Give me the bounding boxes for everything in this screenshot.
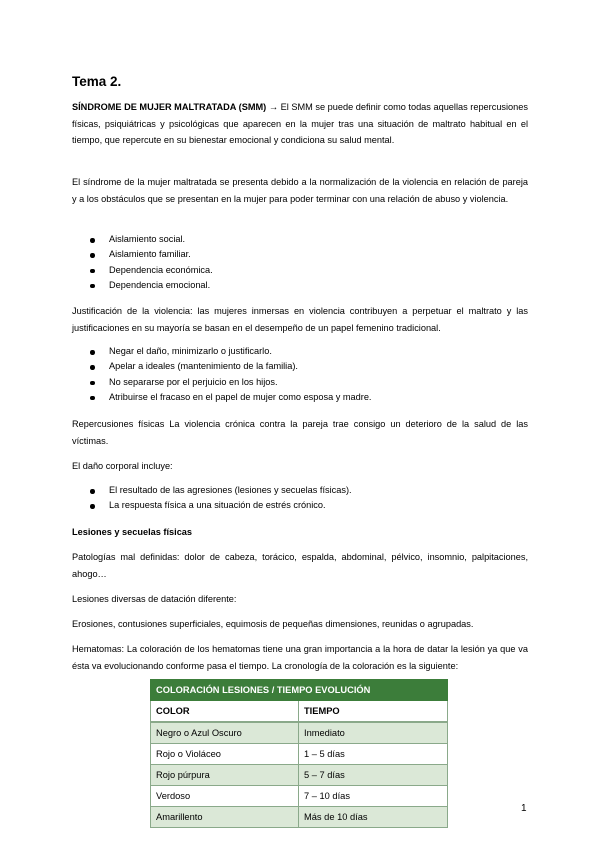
- bullet-icon: [90, 269, 95, 274]
- justification-list: [72, 344, 528, 405]
- bullet-icon: [90, 396, 95, 401]
- hematomas-paragraph: Hematomas: La coloración de los hematomas tiene una gran importancia a la hora de datar la lesión ya que va ésta va evolucionando conforme pasa el tiempo. La cronología de la coloración es la siguiente:: [72, 644, 528, 671]
- bullet-icon: [90, 381, 95, 386]
- table-row: Rojo púrpura 5 – 7 días: [151, 765, 448, 786]
- bodily-harm-intro: El daño corporal incluye:: [72, 461, 173, 471]
- bullet-icon: [90, 489, 95, 494]
- list-item: No separarse por el perjuicio en los hijos.: [72, 375, 528, 390]
- table-row: Verdoso 7 – 10 días: [151, 786, 448, 807]
- bullet-icon: [90, 238, 95, 243]
- table-row: Amarillento Más de 10 días: [151, 807, 448, 828]
- smm-definition-text: El SMM se puede definir como todas aquellas repercusiones físicas, psiquiátricas y psicológicas que aparecen en la mujer tras una situación de maltrato habitual en el tiempo, que repercute en su bienestar emocional y condiciona su salud mental.: [72, 102, 528, 145]
- smm-term: SÍNDROME DE MUJER MALTRATADA (SMM): [72, 102, 267, 112]
- bullet-icon: [90, 365, 95, 370]
- list-item: Aislamiento social.: [72, 232, 528, 247]
- erosions-paragraph: Erosiones, contusiones superficiales, equimosis de pequeñas dimensiones, reunidas o agrupadas.: [72, 619, 474, 629]
- list-item: Negar el daño, minimizarlo o justificarlo.: [72, 344, 528, 359]
- list-item: La respuesta física a una situación de estrés crónico.: [72, 498, 528, 513]
- list-item: Aislamiento familiar.: [72, 247, 528, 262]
- table-row: Negro o Azul Oscuro Inmediato: [151, 722, 448, 744]
- table-header-color: COLOR: [151, 701, 299, 723]
- bullet-icon: [90, 504, 95, 509]
- table-header-time: TIEMPO: [299, 701, 448, 723]
- pathologies-paragraph: Patologías mal definidas: dolor de cabeza, torácico, espalda, abdominal, pélvico, insomnio, palpitaciones, ahogo…: [72, 552, 528, 579]
- injuries-dating-paragraph: Lesiones diversas de datación diferente:: [72, 594, 237, 604]
- smm-definition-paragraph: [72, 99, 528, 149]
- list-item: Dependencia emocional.: [72, 278, 528, 293]
- justification-paragraph: Justificación de la violencia: las mujeres inmersas en violencia contribuyen a perpetuar el maltrato y las justificaciones en su mayoría se basan en el desempeño de un papel femenino tradicional.: [72, 306, 528, 333]
- bodily-harm-list: [72, 483, 528, 514]
- bullet-icon: [90, 253, 95, 258]
- page-title: Tema 2.: [72, 74, 122, 89]
- smm-cause-paragraph: El síndrome de la mujer maltratada se presenta debido a la normalización de la violencia en relación de pareja y a los obstáculos que se presentan en la mujer para poder terminar con una relación de abuso y violencia.: [72, 177, 528, 204]
- arrow-symbol: →: [268, 102, 278, 112]
- bruise-color-table: [150, 679, 448, 828]
- list-item: Dependencia económica.: [72, 263, 528, 278]
- bullet-icon: [90, 350, 95, 355]
- page-number: 1: [521, 803, 527, 814]
- bullet-icon: [90, 284, 95, 289]
- section-heading-lesiones: Lesiones y secuelas físicas: [72, 527, 193, 537]
- table-title: COLORACIÓN LESIONES / TIEMPO EVOLUCIÓN: [151, 680, 448, 701]
- list-item: Atribuirse el fracaso en el papel de mujer como esposa y madre.: [72, 390, 528, 405]
- list-item: El resultado de las agresiones (lesiones y secuelas físicas).: [72, 483, 528, 498]
- list-item: Apelar a ideales (mantenimiento de la familia).: [72, 359, 528, 374]
- table-row: Rojo o Violáceo 1 – 5 días: [151, 744, 448, 765]
- isolation-list: [72, 232, 528, 293]
- physical-effects-paragraph: Repercusiones físicas La violencia crónica contra la pareja trae consigo un deterioro de la salud de las víctimas.: [72, 419, 528, 446]
